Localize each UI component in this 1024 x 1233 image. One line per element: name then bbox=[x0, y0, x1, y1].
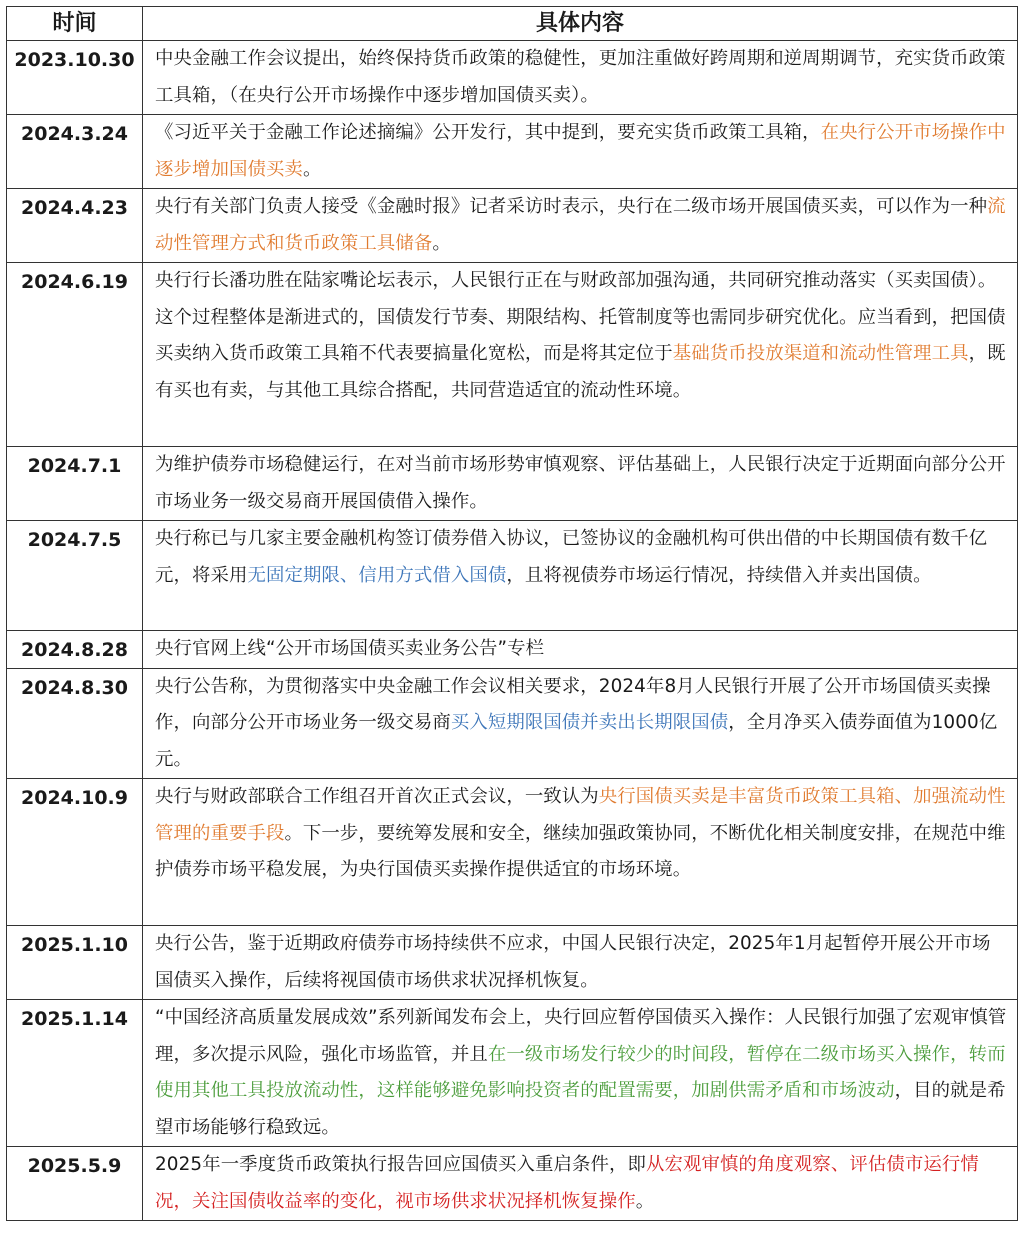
row-content bbox=[143, 115, 1018, 189]
table-row bbox=[7, 447, 1018, 521]
row-date: 2024.10.9 bbox=[7, 779, 143, 926]
content-text: “中国经济高质量发展成效”系列新闻发布会上，央行回应暂停国债买入操作：人民银行加强了宏观审慎管理，多次提示风险，强化市场监管，并且 bbox=[155, 1007, 1007, 1065]
content-text: 2025年一季度货币政策执行报告回应国债买入重启条件，即 bbox=[155, 1154, 646, 1175]
row-content bbox=[143, 631, 1018, 669]
table-row bbox=[7, 779, 1018, 926]
table-row bbox=[7, 521, 1018, 631]
content-text: ，且将视债券市场运行情况，持续借入并卖出国债。 bbox=[506, 564, 932, 586]
content-text: 央行公告，鉴于近期政府债券市场持续供不应求，中国人民银行决定，2025年1月起暂停开展公开市场国债买入操作，后续将视国债市场供求状况择机恢复。 bbox=[155, 933, 991, 991]
highlight-text: 买入短期限国债并卖出长期限国债 bbox=[450, 712, 729, 733]
highlight-text: 基础货币投放渠道和流动性管理工具 bbox=[672, 343, 969, 364]
row-date: 2024.7.5 bbox=[7, 521, 143, 631]
content-text: ，全月净买入债券面值为1000亿元。 bbox=[155, 712, 998, 770]
content-text: ，目的就是希望市场能够行稳致远。 bbox=[155, 1080, 1006, 1138]
row-date: 2024.4.23 bbox=[7, 189, 143, 263]
row-content bbox=[143, 926, 1018, 1000]
content-text: 央行公告称，为贯彻落实中央金融工作会议相关要求，2024年8月人民银行开展了公开市场国债买卖操作，向部分公开市场业务一级交易商 bbox=[155, 675, 991, 733]
header-content: 具体内容 bbox=[143, 7, 1018, 41]
row-content bbox=[143, 447, 1018, 521]
highlight-text: 在一级市场发行较少的时间段，暂停在二级市场买入操作，转而使用其他工具投放流动性，这样能够避免影响投资者的配置需要，加剧供需矛盾和市场波动 bbox=[155, 1043, 1006, 1101]
timeline-table bbox=[6, 6, 1018, 1221]
row-date: 2023.10.30 bbox=[7, 41, 143, 115]
table-row bbox=[7, 1147, 1018, 1221]
row-date: 2024.6.19 bbox=[7, 263, 143, 447]
row-content bbox=[143, 779, 1018, 926]
row-content bbox=[143, 668, 1018, 779]
table-row bbox=[7, 668, 1018, 779]
highlight-text: 无固定期限、信用方式借入国债 bbox=[247, 564, 507, 586]
table-row bbox=[7, 115, 1018, 189]
row-content bbox=[143, 41, 1018, 115]
table-row bbox=[7, 189, 1018, 263]
highlight-text: 从宏观审慎的角度观察、评估债市运行情况，关注国债收益率的变化，视市场供求状况择机恢复操作 bbox=[155, 1154, 979, 1212]
highlight-text: 央行国债买卖是丰富货币政策工具箱、加强流动性管理的重要手段 bbox=[155, 786, 1006, 844]
table-row bbox=[7, 263, 1018, 447]
content-text: 央行与财政部联合工作组召开首次正式会议，一致认为 bbox=[155, 786, 599, 807]
row-date: 2024.8.28 bbox=[7, 631, 143, 669]
content-text: 央行官网上线“公开市场国债买卖业务公告”专栏 bbox=[155, 638, 545, 659]
highlight-text: 在央行公开市场操作中逐步增加国债买卖 bbox=[155, 122, 1006, 180]
content-text: 。 bbox=[635, 1190, 655, 1212]
content-text: 为维护债券市场稳健运行，在对当前市场形势审慎观察、评估基础上，人民银行决定于近期面向部分公开市场业务一级交易商开展国债借入操作。 bbox=[155, 454, 1006, 512]
row-date: 2024.7.1 bbox=[7, 447, 143, 521]
content-text: 。下一步，要统筹发展和安全，继续加强政策协同，不断优化相关制度安排，在规范中维护债券市场平稳发展，为央行国债买卖操作提供适宜的市场环境。 bbox=[155, 822, 1006, 880]
row-content bbox=[143, 1000, 1018, 1147]
table-row bbox=[7, 41, 1018, 115]
content-text: 。 bbox=[302, 158, 322, 180]
row-date: 2024.3.24 bbox=[7, 115, 143, 189]
table-header-row bbox=[7, 7, 1018, 41]
highlight-text: 流动性管理方式和货币政策工具储备 bbox=[155, 196, 1006, 254]
table-row bbox=[7, 1000, 1018, 1147]
header-date: 时间 bbox=[7, 7, 143, 41]
content-text: 央行行长潘功胜在陆家嘴论坛表示，人民银行正在与财政部加强沟通，共同研究推动落实（买卖国债）。这个过程整体是渐进式的，国债发行节奏、期限结构、托管制度等也需同步研究优化。应当看到，把国债买卖纳入货币政策工具箱不代表要搞量化宽松，而是将其定位于 bbox=[155, 270, 1006, 364]
content-text: ，既有买也有卖，与其他工具综合搭配，共同营造适宜的流动性环境。 bbox=[155, 343, 1006, 401]
table-row bbox=[7, 631, 1018, 669]
content-text: 中央金融工作会议提出，始终保持货币政策的稳健性，更加注重做好跨周期和逆周期调节，充实货币政策工具箱，（在央行公开市场操作中逐步增加国债买卖）。 bbox=[155, 48, 1006, 106]
content-text: 《习近平关于金融工作论述摘编》公开发行，其中提到，要充实货币政策工具箱， bbox=[155, 122, 821, 143]
row-date: 2025.1.14 bbox=[7, 1000, 143, 1147]
table-row bbox=[7, 926, 1018, 1000]
row-content bbox=[143, 189, 1018, 263]
row-content bbox=[143, 521, 1018, 631]
row-date: 2025.5.9 bbox=[7, 1147, 143, 1221]
row-content bbox=[143, 263, 1018, 447]
row-date: 2025.1.10 bbox=[7, 926, 143, 1000]
content-text: 央行有关部门负责人接受《金融时报》记者采访时表示，央行在二级市场开展国债买卖，可以作为一种 bbox=[155, 196, 988, 217]
row-content bbox=[143, 1147, 1018, 1221]
content-text: 央行称已与几家主要金融机构签订债券借入协议，已签协议的金融机构可供出借的中长期国债有数千亿元，将采用 bbox=[155, 528, 988, 586]
row-date: 2024.8.30 bbox=[7, 668, 143, 779]
content-text: 。 bbox=[432, 232, 451, 254]
